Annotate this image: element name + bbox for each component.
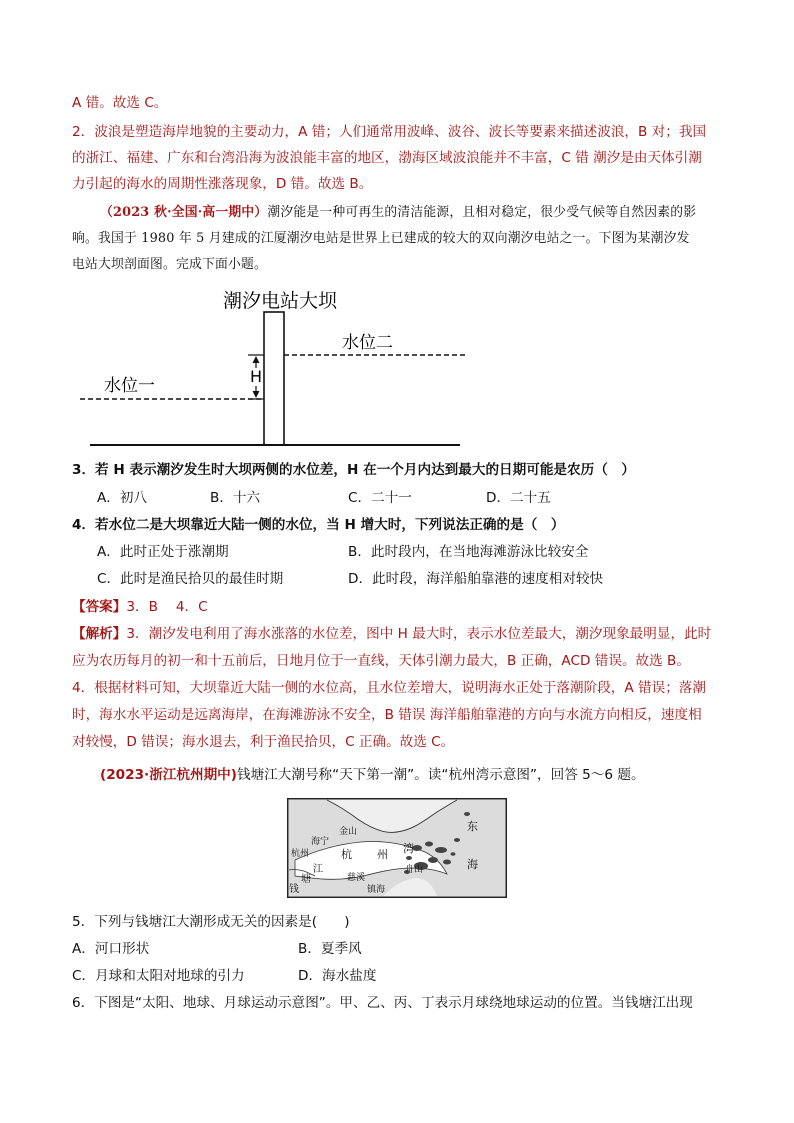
water-level-1-label: 水位一	[104, 376, 155, 396]
passage1-line-3: 电站大坝剖面图。完成下面小题。	[72, 257, 267, 272]
q4-option-d: D．此时段，海洋船舶靠港的速度相对较快	[348, 571, 604, 587]
passage1-source: （2023 秋·全国·高一期中）	[100, 205, 268, 220]
q5-option-d: D．海水盐度	[298, 968, 377, 984]
dam-wall	[264, 312, 284, 445]
label-bay-wan: 湾	[403, 842, 414, 855]
label-haining: 海宁	[311, 837, 330, 847]
analysis-line-3: 4．根据材料可知，大坝靠近大陆一侧的水位高，且水位差增大，说明海水正处于落潮阶段，A 错误；落潮	[72, 680, 706, 696]
q4-option-c: C．此时是渔民拾贝的最佳时期	[97, 571, 284, 587]
answer-text: 3．B 4．C	[126, 599, 208, 615]
label-cixi: 慈溪	[347, 873, 366, 883]
q2-explanation-line-3: 力引起的海水的周期性涨落现象，D 错。故选 B。	[72, 176, 373, 192]
passage1-line-1	[100, 203, 752, 223]
hangzhou-bay-map	[287, 798, 507, 898]
passage2-line	[100, 765, 752, 785]
label-sea: 海	[467, 858, 478, 871]
q5-option-c: C．月球和太阳对地球的引力	[72, 968, 245, 984]
analysis-line-4: 时，海水水平运动是远离海岸，在海滩游泳不安全，B 错误 海洋船舶靠港的方向与水流方向相反，速度相	[72, 707, 702, 723]
analysis-line-2: 应为农历每月的初一和十五前后，日地月位于一直线，天体引潮力最大，B 正确，ACD 错误。故选 B。	[72, 653, 690, 669]
q5-option-a: A．河口形状	[72, 941, 150, 957]
label-jiang: 江	[313, 864, 323, 875]
label-jinshan: 金山	[339, 827, 358, 837]
q3-option-b: B．十六	[210, 490, 261, 506]
label-zhoushan: 舟山	[405, 865, 424, 875]
q2-explanation-line-2: 的浙江、福建、广东和台湾沿海为波浪能丰富的地区，渤海区域波浪能并不丰富，C 错 潮汐是由天体引潮	[72, 150, 702, 166]
water-level-2-label: 水位二	[342, 333, 393, 353]
island	[425, 842, 433, 847]
analysis-tag: 【解析】	[72, 626, 127, 642]
q2-explanation-line-1: 2．波浪是塑造海岸地貌的主要动力，A 错；人们通常用波峰、波谷、波长等要素来描述波浪，B 对；我国	[72, 124, 707, 140]
q5-option-b: B．夏季风	[298, 941, 362, 957]
h-arrowhead-down	[253, 391, 260, 398]
label-bay-zhou: 州	[377, 848, 388, 861]
label-east: 东	[467, 820, 478, 833]
island	[406, 856, 412, 860]
island	[428, 857, 438, 863]
label-hangzhou-city: 杭州	[291, 849, 310, 859]
analysis-line-1	[72, 624, 724, 644]
passage2-source: (2023·浙江杭州期中)	[100, 767, 237, 783]
label-zhenhai: 镇海	[367, 885, 386, 895]
analysis-text-1: 3．潮汐发电利用了海水涨落的水位差，图中 H 最大时，表示水位差最大，潮汐现象最明显，此时	[126, 626, 712, 642]
label-bay-hang: 杭	[341, 848, 352, 861]
q3-stem: 3．若 H 表示潮汐发生时大坝两侧的水位差，H 在一个月内达到最大的日期可能是农历（ ）	[72, 462, 635, 478]
h-arrowhead-up	[253, 356, 260, 363]
q4-stem: 4．若水位二是大坝靠近大陆一侧的水位，当 H 增大时，下列说法正确的是（ ）	[72, 517, 565, 533]
analysis-line-5: 对较慢，D 错误；海水退去，利于渔民拾贝，C 正确。故选 C。	[72, 734, 455, 750]
answer-tag: 【答案】	[72, 599, 127, 615]
island	[454, 838, 460, 842]
previous-answer-line: A 错。故选 C。	[72, 95, 168, 111]
h-label: H	[250, 367, 263, 386]
answer-line	[72, 597, 724, 617]
q4-option-b: B．此时段内，在当地海滩游泳比较安全	[348, 544, 589, 560]
q3-option-d: D．二十五	[486, 490, 551, 506]
q3-option-a: A．初八	[97, 490, 148, 506]
island	[443, 860, 451, 865]
passage2-text: 钱塘江大潮号称“天下第一潮”。读“杭州湾示意图”，回答 5～6 题。	[237, 767, 645, 783]
passage1-line-2: 响。我国于 1980 年 5 月建成的江厦潮汐电站是世界上已建成的较大的双向潮汐电站之一。下图为某潮汐发	[72, 231, 690, 246]
tidal-dam-diagram	[80, 284, 480, 450]
island	[435, 847, 447, 853]
label-qian: 钱	[289, 884, 299, 895]
dam-title: 潮汐电站大坝	[223, 290, 338, 312]
q4-option-a: A．此时正处于涨潮期	[97, 544, 229, 560]
label-tang: 塘	[301, 874, 311, 885]
island	[464, 812, 470, 816]
q3-option-c: C．二十一	[348, 490, 412, 506]
q6-stem: 6．下图是“太阳、地球、月球运动示意图”。甲、乙、丙、丁表示月球绕地球运动的位置。当钱塘江出现	[72, 995, 693, 1011]
island	[451, 852, 456, 856]
q5-stem: 5．下列与钱塘江大潮形成无关的因素是( )	[72, 914, 350, 930]
passage1-text: 潮汐能是一种可再生的清洁能源，且相对稳定，很少受气候等自然因素的影	[267, 205, 697, 220]
